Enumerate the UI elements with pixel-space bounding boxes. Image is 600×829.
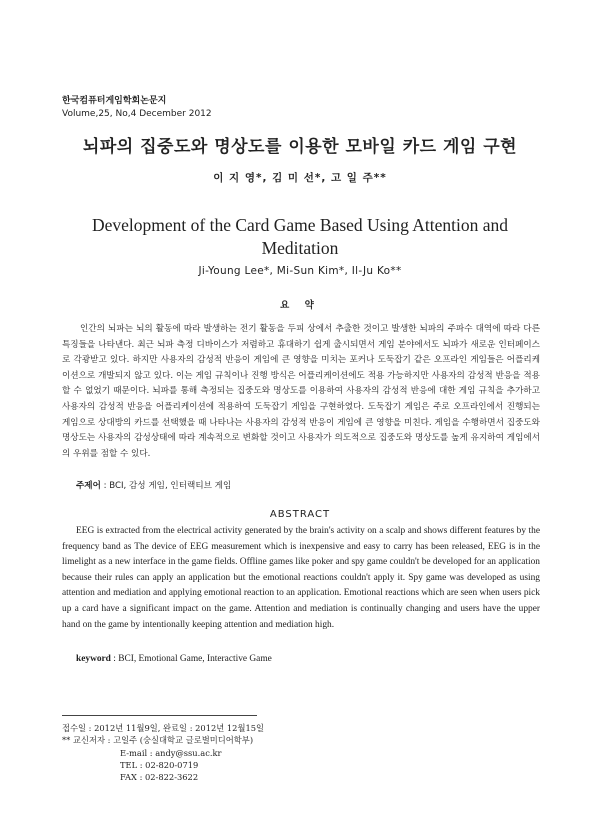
english-keywords-text: : BCI, Emotional Game, Interactive Game bbox=[113, 654, 272, 664]
korean-abstract: 인간의 뇌파는 뇌의 활동에 따라 발생하는 전기 활동을 두피 상에서 추출한 것이고 발생한 뇌파의 주파수 대역에 따라 다른 특징들을 나타낸다. 최근 뇌파 측정 디바이스가 저렴하고 휴대하기 쉽게 출시되면서 게임 분야에서도 뇌파가 새로운 인터페이스로 각광받고 있다. 하지만 사용자의 감성적 반응이 게임에 큰 영향을 미치는 포커나 도둑잡기 같은 오프라인 게임들은 어플리케이션으로 개발되지 않고 있다. 이는 게임 규칙이나 진행 방식은 어플리케이션에도 적용 가능하지만 사용자의 감성적 반응을 적용할 수 없었기 때문이다. 뇌파를 통해 측정되는 집중도와 명상도를 이용하여 사용자의 감성적 반응에 대한 게임 규칙을 추가하고 사용자의 감성적 반응을 어플리케이션에 적용하여 도둑잡기 게임을 구현하였다. 도둑잡기 게임은 주로 오프라인에서 진행되는 게임으로 상대방의 카드를 선택했을 때 나타나는 사용자의 감성적 반응이 게임에 큰 영향을 미친다. 게임을 수행하면서 집중도와 명상도는 사용자의 감성상태에 따라 계속적으로 변화할 것이고 사용자가 의도적으로 집중도와 명상도를 높게 유지하여 게임에서의 우위를 점할 수 있다. bbox=[62, 324, 540, 459]
footnote-divider bbox=[62, 715, 257, 716]
journal-volume: Volume,25, No,4 December 2012 bbox=[62, 109, 212, 119]
footnote-dates: 접수일 : 2012년 11월9일, 완료일 : 2012년 12월15일 bbox=[62, 723, 265, 733]
english-keywords-label: keyword bbox=[76, 654, 111, 664]
korean-keywords-text: : BCI, 감성 게임, 인터랙티브 게임 bbox=[103, 481, 232, 491]
korean-authors: 이 지 영*, 김 미 선*, 고 일 주** bbox=[213, 172, 387, 184]
korean-title: 뇌파의 집중도와 명상도를 이용한 모바일 카드 게임 구현 bbox=[82, 137, 518, 157]
english-title: Development of the Card Game Based Using Attention and Meditation bbox=[91, 215, 509, 258]
english-keywords bbox=[76, 654, 272, 664]
footnote-fax: FAX : 02-822-3622 bbox=[120, 772, 199, 783]
english-authors: Ji-Young Lee*, Mi-Sun Kim*, Il-Ju Ko** bbox=[198, 265, 402, 277]
english-abstract: EEG is extracted from the electrical activity generated by the brain's activity on a scalp and shows different features by the frequency band as The device of EEG measurement which is inexpensive and easy to carry has been released, EEG is in the limelight as a new interface in the game fields. Offline games like poker and spy game couldn't be developed for an application because their rules can apply an application but the emotional reactions couldn't apply it. Spy game was developed as using attention and mediation and applying emotional reaction to an application. Emotional reactions which are seen when users pick up a card have a significant impact on the game. Attention and mediation is continually changing and users have the upper hand on the game by intentionally keeping attention and mediation high. bbox=[62, 526, 540, 630]
footnote-corresponding-author: ** 교신저자 : 고일주 (숭실대학교 글로벌미디어학부) bbox=[62, 735, 254, 746]
english-abstract-heading: ABSTRACT bbox=[269, 509, 331, 520]
korean-abstract-heading: 요 약 bbox=[280, 300, 320, 311]
journal-name: 한국컴퓨터게임학회논문지 bbox=[62, 96, 167, 106]
korean-keywords bbox=[76, 479, 231, 491]
footnotes bbox=[62, 722, 264, 783]
footnote-email: E-mail : andy@ssu.ac.kr bbox=[120, 747, 222, 758]
footnote-tel: TEL : 02-820-0719 bbox=[120, 759, 199, 770]
korean-keywords-label: 주제어 bbox=[76, 481, 101, 491]
